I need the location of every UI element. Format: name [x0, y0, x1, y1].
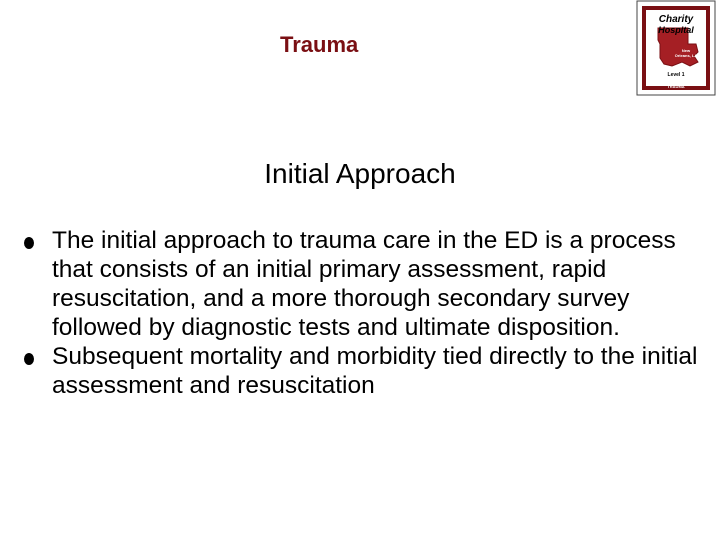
- logo-text-city2: Orleans, LA: [674, 53, 698, 58]
- slide-heading: Initial Approach: [264, 158, 456, 189]
- bullet-item: [24, 226, 704, 342]
- bullet-text: Subsequent mortality and morbidity tied directly to the initial assessment and resuscitation: [52, 343, 698, 399]
- bullet-dot-icon: [24, 353, 34, 365]
- bullet-text: The initial approach to trauma care in the ED is a process that consists of an initial primary assessment, rapid resuscitation, and a more thorough secondary survey followed by diagnostic tests and ultimate disposition.: [52, 227, 676, 341]
- logo-text-bottom: TRAUMA: [667, 84, 685, 89]
- charity-hospital-logo: [636, 0, 716, 96]
- logo-text-charity: Charity: [658, 14, 694, 25]
- bullet-item: [24, 342, 704, 400]
- bullet-dot-icon: [24, 237, 34, 249]
- logo-text-city1: New: [681, 48, 691, 53]
- logo-text-level: Level 1: [667, 72, 685, 78]
- bullet-list: [24, 226, 704, 400]
- logo-text-hospital: Hospital: [658, 25, 694, 35]
- header-title: Trauma: [280, 32, 359, 57]
